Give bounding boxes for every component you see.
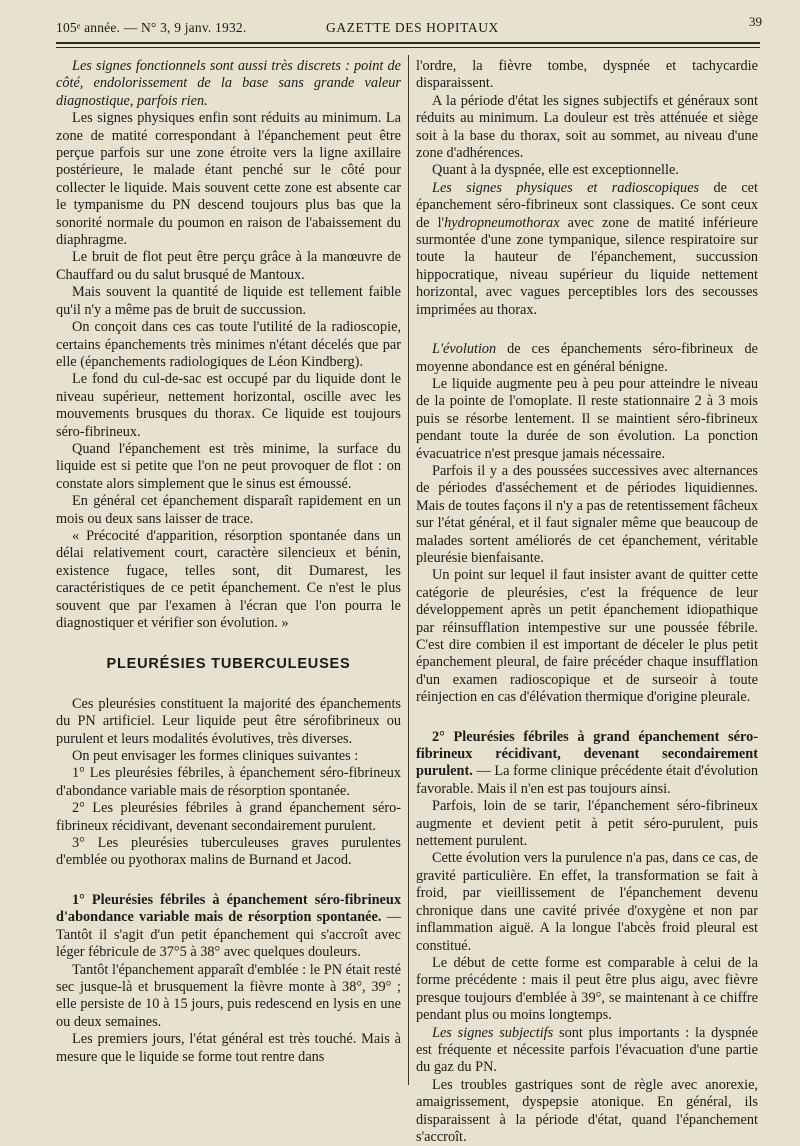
paragraph: Le liquide augmente peu à peu pour atteindre le niveau de la pointe de l'omoplate. Il reste stationnaire 2 à 3 mois puis se résorbe lentement. Il se maintient séro-fibrineux pendant toute la durée de son évolution. La ponction évacuatrice n'est presque jamais nécessaire. <box>416 375 758 462</box>
paragraph: Le bruit de flot peut être perçu grâce à la manœuvre de Chauffard ou du salut brusqué de Mantoux. <box>56 249 401 283</box>
right-column <box>416 58 758 1146</box>
paragraph: Les premiers jours, l'état général est très touché. Mais à mesure que le liquide se forme tout rentre dans <box>56 1031 401 1065</box>
paragraph: Quant à la dyspnée, elle est exceptionnelle. <box>432 162 679 179</box>
subsection-title: 2° Pleurésies fébriles à grand épanchement séro-fibrineux récidivant, devenant secondairement purulent. <box>416 728 758 780</box>
paragraph: Les signes physiques et radioscopiques de cet épanchement séro-fibrineux sont classiques. Ce sont ceux de l'hydropneumothorax avec zone de matité inférieure surmontée d'une zone tympanique, silence respiratoire sur toute la hauteur de l'épanchement, succussion hippocratique, niveau supérieur du liquide nettement horizontal, avec vagues perceptibles lors des secousses imprimées au thorax. <box>416 179 759 318</box>
paragraph: L'évolution de ces épanchements séro-fibrineux de moyenne abondance est en général bénigne. <box>416 341 758 375</box>
paragraph: Quand l'épanchement est très minime, la surface du liquide est si petite que l'on ne peut provoquer de flot : on constate alors simplement que le sinus est émoussé. <box>56 440 401 492</box>
column-divider <box>408 55 409 1085</box>
paragraph: Ces pleurésies constituent la majorité des épanchements du PN artificiel. Leur liquide peut être sérofibrineux ou purulent et leurs modalités évolutives, très diverses. <box>56 695 401 747</box>
subsection-title: 1° Pleurésies fébriles à épanchement séro-fibrineux d'abondance variable mais de résorption spontanée. <box>56 891 401 926</box>
paragraph: Les troubles gastriques sont de règle avec anorexie, amaigrissement, dyspepsie atonique. En général, ils disparaissent à la période d'état, quand l'épanchement s'accroît. <box>416 1076 758 1145</box>
paragraph: Le début de cette forme est comparable à celui de la forme précédente : mais il peut être plus aigu, avec fièvre presque toujours d'emblée à 39°, se maintenant à ce chiffre pendant plus ou moins longtemps. <box>416 954 758 1024</box>
journal-title: GAZETTE DES HOPITAUX <box>326 20 499 35</box>
section-heading: PLEURÉSIES TUBERCULEUSES <box>106 656 351 673</box>
paragraph: Parfois il y a des poussées successives avec alternances de périodes d'asséchement et de périodes liquidiennes. Mais de toutes façons il n'y a pas de retentissement fâcheux sur l'état général, et il faut signaler même que beaucoup de malades sortent améliorés de cet épanchement, véritable pleurésie bienfaisante. <box>416 462 758 566</box>
page-header <box>56 14 762 40</box>
page-number: 39 <box>749 14 762 29</box>
paragraph: Les signes physiques enfin sont réduits au minimum. La zone de matité correspondant à l'épanchement peut être perçue parfois sur une zone étroite vers la ligne axillaire postérieure, le malade étant penché sur le côté pour collecter le liquide. Mais souvent cette zone est absente car le tympanisme du PN descend toujours plus bas que la sonorité normale du poumon en raison de l'abaissement du diaphragme. <box>56 110 401 249</box>
paragraph: Cette évolution vers la purulence n'a pas, dans ce cas, de gravité particulière. En effet, la transformation se fait à froid, par vieillissement de l'épanchement devenu chronique dans une cavité privée d'oxygène et non par inflammation aiguë. A la longue l'abcès froid pleural est constitué. <box>416 850 758 954</box>
header-rule <box>56 42 760 44</box>
paragraph: l'ordre, la fièvre tombe, dyspnée et tachycardie disparaissent. <box>416 58 758 92</box>
subsection-paragraph: 2° Pleurésies fébriles à grand épanchement séro-fibrineux récidivant, devenant secondairement purulent. — La forme clinique précédente était d'évolution favorable. Mais il n'en est pas toujours ainsi. <box>416 728 758 797</box>
paragraph: Les signes subjectifs sont plus importants : la dyspnée est fréquente et nécessite parfois l'évacuation d'une partie du gaz du PN. <box>416 1024 758 1076</box>
paragraph: A la période d'état les signes subjectifs et généraux sont réduits au minimum. La douleur est très atténuée et siège soit à la base du thorax, soit au sommet, au niveau d'une zone d'adhérences. <box>416 92 758 162</box>
paragraph: On peut envisager les formes cliniques suivantes : <box>72 748 359 765</box>
list-item: 1° Les pleurésies fébriles, à épanchement séro-fibrineux d'abondance variable mais de résorption spontanée. <box>56 765 401 799</box>
list-item: 2° Les pleurésies fébriles à grand épanchement séro-fibrineux récidivant, devenant secondairement purulent. <box>56 800 401 834</box>
paragraph: Un point sur lequel il faut insister avant de quitter cette catégorie de pleurésies, c'est la fréquence de leur développement après un petit épanchement idiopathique par réinsufflation intempestive sur une poussée fébrile. C'est dire combien il est important de déceler le plus petit épanchement pleural, de faire précéder chaque insufflation d'un examen radioscopique et de surseoir à toute réinjection en cas d'élévation thermique d'origine pleurale. <box>416 567 758 706</box>
list-item: 3° Les pleurésies tuberculeuses graves purulentes d'emblée ou pyothorax malins de Burnand et Jacod. <box>56 835 401 869</box>
left-column <box>56 58 401 1066</box>
paragraph: Mais souvent la quantité de liquide est tellement faible qu'il n'y a même pas de bruit de succussion. <box>56 284 401 318</box>
subsection-paragraph: 1° Pleurésies fébriles à épanchement séro-fibrineux d'abondance variable mais de résorption spontanée. — Tantôt il s'agit d'un petit épanchement qui s'accroît avec léger fébricule de 37°5 à 38° avec quelques douleurs. <box>56 891 402 961</box>
paragraph: Le fond du cul-de-sac est occupé par du liquide dont le niveau supérieur, nettement horizontal, oscille avec les mouvements brusques du thorax. Ce liquide est toujours séro-fibrineux. <box>56 371 401 440</box>
issue-info: 105ᵉ année. — N° 3, 9 janv. 1932. <box>56 20 247 35</box>
paragraph: Parfois, loin de se tarir, l'épanchement séro-fibrineux augmente et devient petit à petit séro-purulent, puis nettement purulent. <box>416 798 758 850</box>
paragraph: Tantôt l'épanchement apparaît d'emblée : le PN était resté sec jusque-là et brusquement la fièvre monte à 38°, 39° ; elle persiste de 10 à 15 jours, puis redescend en lysis en une ou deux semaines. <box>56 961 401 1030</box>
paragraph: En général cet épanchement disparaît rapidement en un mois ou deux sans laisser de trace. <box>56 493 401 527</box>
quote-paragraph: « Précocité d'apparition, résorption spontanée dans un délai relativement court, caractère silencieux et bénin, existence fugace, telles sont, dit Dumarest, les caractéristiques de ce petit épanchement. Ce n'est le plus souvent que par l'examen à l'écran que l'on pourra le diagnostiquer et vérifier son évolution. » <box>56 527 401 631</box>
paragraph: Les signes fonctionnels sont aussi très discrets : point de côté, endolorissement de la base sans grande valeur diagnostique, parfois rien. <box>56 58 401 109</box>
paragraph: On conçoit dans ces cas toute l'utilité de la radioscopie, certains épanchements très minimes n'étant décelés que par elle (épanchements radiologiques de Léon Kindberg). <box>56 319 401 370</box>
header-rule-thin <box>56 47 760 48</box>
